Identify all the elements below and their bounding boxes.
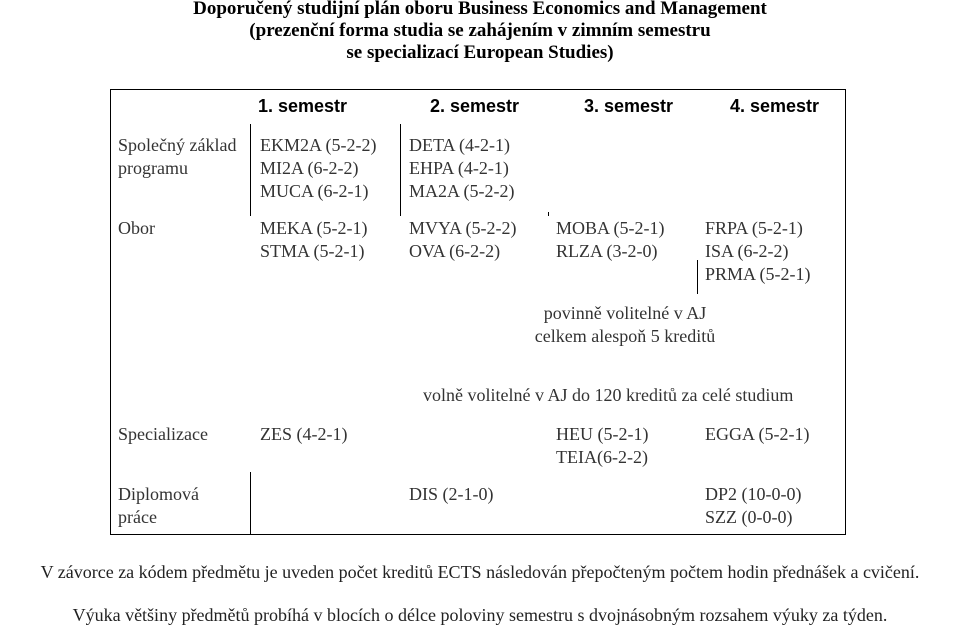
- document-title-line-3: se specializací European Studies): [346, 42, 614, 63]
- footnote-credits: V závorce za kódem předmětu je uveden počet kreditů ECTS následován přepočteným počtem hodin přednášek a cvičení.: [40, 562, 920, 582]
- document-title-line-2: (prezenční forma studia se zahájením v zimním semestru: [249, 20, 711, 41]
- specializace-semestr-3-courses: HEU (5-2-1) TEIA(6-2-2): [556, 424, 649, 467]
- document-title-line-1: Doporučený studijní plán oboru Business Economics and Management: [193, 0, 767, 19]
- footnote-blocks: Výuka většiny předmětů probíhá v blocích o délce poloviny semestru s dvojnásobným rozsahem výuky za týden.: [72, 605, 888, 625]
- spolecny-semestr-2-courses: DETA (4-2-1) EHPA (4-2-1) MA2A (5-2-2): [409, 135, 515, 201]
- specializace-semestr-4-course: EGGA (5-2-1): [705, 424, 810, 444]
- row-label-diplomova-prace: Diplomová práce: [118, 484, 199, 527]
- diplomova-semestr-4-courses: DP2 (10-0-0) SZZ (0-0-0): [705, 484, 802, 527]
- header-semestr-1: 1. semestr: [258, 96, 348, 116]
- row-label-specializace: Specializace: [118, 424, 208, 444]
- obor-semestr-1-courses: MEKA (5-2-1) STMA (5-2-1): [260, 218, 368, 261]
- specializace-semestr-1-course: ZES (4-2-1): [260, 424, 348, 444]
- obor-semestr-4-courses: FRPA (5-2-1) ISA (6-2-2) PRMA (5-2-1): [705, 218, 811, 284]
- row-label-spolecny-zaklad: Společný základ programu: [118, 135, 237, 178]
- column-divider-2: [400, 124, 401, 216]
- povinne-volitelne-note: povinně volitelné v AJ celkem alespoň 5 kreditů: [534, 303, 716, 346]
- column-divider-3: [548, 212, 549, 216]
- column-divider-1b: [250, 472, 251, 534]
- spolecny-semestr-1-courses: EKM2A (5-2-2) MI2A (6-2-2) MUCA (6-2-1): [260, 135, 377, 201]
- header-semestr-2: 2. semestr: [430, 96, 520, 116]
- header-semestr-3: 3. semestr: [584, 96, 674, 116]
- column-divider-4: [697, 260, 698, 294]
- row-label-obor: Obor: [118, 218, 155, 238]
- volne-volitelne-note: volně volitelné v AJ do 120 kreditů za celé studium: [423, 385, 794, 405]
- column-divider-1: [250, 124, 251, 216]
- header-semestr-4: 4. semestr: [730, 96, 820, 116]
- diplomova-semestr-2-course: DIS (2-1-0): [409, 484, 494, 504]
- obor-semestr-2-courses: MVYA (5-2-2) OVA (6-2-2): [409, 218, 517, 261]
- obor-semestr-3-courses: MOBA (5-2-1) RLZA (3-2-0): [556, 218, 665, 261]
